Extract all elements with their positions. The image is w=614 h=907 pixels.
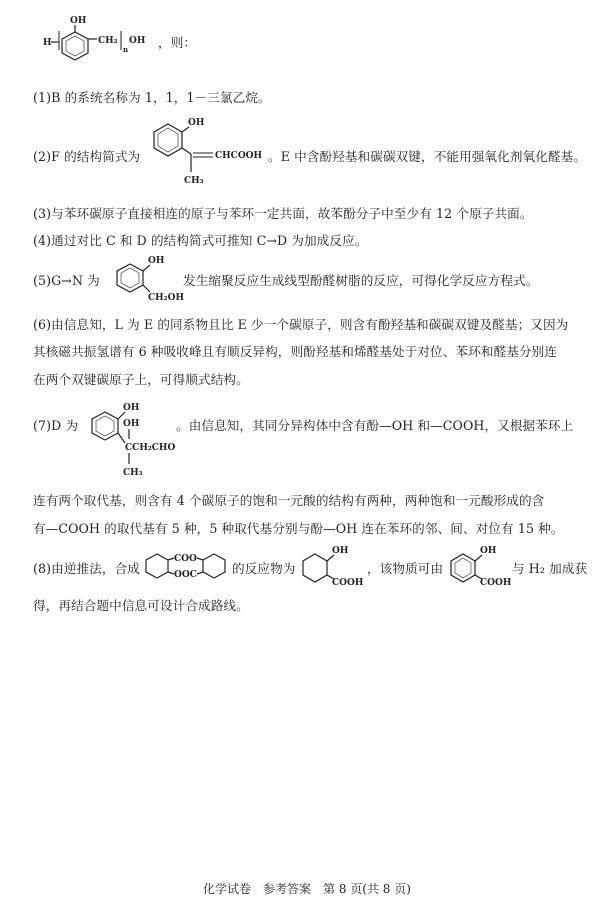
line-1: (1)B 的系统名称为 1，1，1－三氯乙烷。 bbox=[33, 90, 271, 105]
polymer-structure bbox=[33, 12, 163, 62]
oh-label: OH bbox=[332, 546, 349, 556]
cooh-label: COOH bbox=[480, 578, 512, 588]
ch2oh-label: CH₂OH bbox=[148, 293, 184, 303]
page-footer: 化学试卷 参考答案 第 8 页(共 8 页) bbox=[203, 882, 411, 896]
oh-label: OH bbox=[148, 256, 165, 266]
line-4: (4)通过对比 C 和 D 的结构简式可推知 C→D 为加成反应。 bbox=[33, 233, 368, 248]
oh-end-label: OH bbox=[129, 36, 146, 46]
line-7b: 连有两个取代基，则含有 4 个碳原子的饱和一元酸的结构有两种，两种饱和一元酸形成的含 bbox=[33, 493, 545, 508]
line-5-post: 发生缩聚反应生成线型酚醛树脂的反应，可得化学反应方程式。 bbox=[183, 273, 539, 288]
oh-label: OH bbox=[480, 546, 497, 556]
cyclohexane-structure bbox=[298, 542, 368, 586]
line-7c: 有—COOH 的取代基有 5 种，5 种取代基分别与酚—OH 连在苯环的邻、间、对位有 15 种。 bbox=[33, 521, 564, 536]
lactone-structure bbox=[141, 548, 233, 584]
line-6c: 在两个双键碳原子上，可得顺式结构。 bbox=[33, 372, 249, 387]
line-7-pre: (7)D 为 bbox=[33, 418, 79, 433]
line-8-mid3: 与 H₂ 加成获 bbox=[512, 561, 588, 576]
h-end-label: H bbox=[43, 38, 52, 48]
structure-d bbox=[85, 398, 185, 482]
line-2-post: 。E 中含酚羟基和碳碳双键，不能用强氧化剂氧化醛基。 bbox=[268, 149, 587, 164]
oh-label-1: OH bbox=[123, 403, 140, 413]
line-8-mid2: ，该物质可由 bbox=[367, 561, 444, 576]
structure-g bbox=[108, 252, 188, 304]
line-3: (3)与苯环碳原子直接相连的原子与苯环一定共面，故苯酚分子中至少有 12 个原子共面。 bbox=[33, 206, 533, 221]
oh-label: OH bbox=[70, 16, 87, 26]
n-subscript: n bbox=[123, 45, 129, 54]
line-6b: 其核磁共振氢谱有 6 种吸收峰且有顺反异构，则酚羟基和烯醛基处于对位、苯环和醛基分别连 bbox=[33, 344, 558, 359]
cch2cho-label: CCH₂CHO bbox=[125, 443, 176, 453]
ch3-label: CH₃ bbox=[184, 176, 204, 186]
line-8-mid1: 的反应物为 bbox=[232, 561, 296, 576]
line-8b: 得，再结合题中信息可设计合成路线。 bbox=[33, 598, 249, 613]
ch2-label: CH₂ bbox=[98, 36, 118, 46]
line-0-tail: ，则： bbox=[158, 35, 197, 50]
line-8-pre: (8)由逆推法，合成 bbox=[33, 561, 140, 576]
oh-label: OH bbox=[188, 118, 205, 128]
line-6a: (6)由信息知，L 为 E 的同系物且比 E 少一个碳原子，则含有酚羟基和碳碳双键及醛基；又因为 bbox=[33, 317, 569, 332]
salicylic-structure bbox=[446, 542, 516, 586]
coo-label: COO bbox=[174, 554, 197, 564]
line-2-pre: (2)F 的结构简式为 bbox=[33, 149, 141, 164]
line-5-pre: (5)G→N 为 bbox=[33, 273, 100, 288]
ooc-label: OOC bbox=[174, 570, 197, 580]
cooh-label: COOH bbox=[332, 578, 364, 588]
line-7-post: 。由信息知，其同分异构体中含有酚—OH 和—COOH，又根据苯环上 bbox=[176, 418, 574, 433]
oh-label-2: OH bbox=[123, 419, 140, 429]
structure-f bbox=[143, 112, 278, 192]
ch3-label: CH₃ bbox=[123, 468, 143, 478]
chcooh-label: CHCOOH bbox=[215, 151, 263, 161]
